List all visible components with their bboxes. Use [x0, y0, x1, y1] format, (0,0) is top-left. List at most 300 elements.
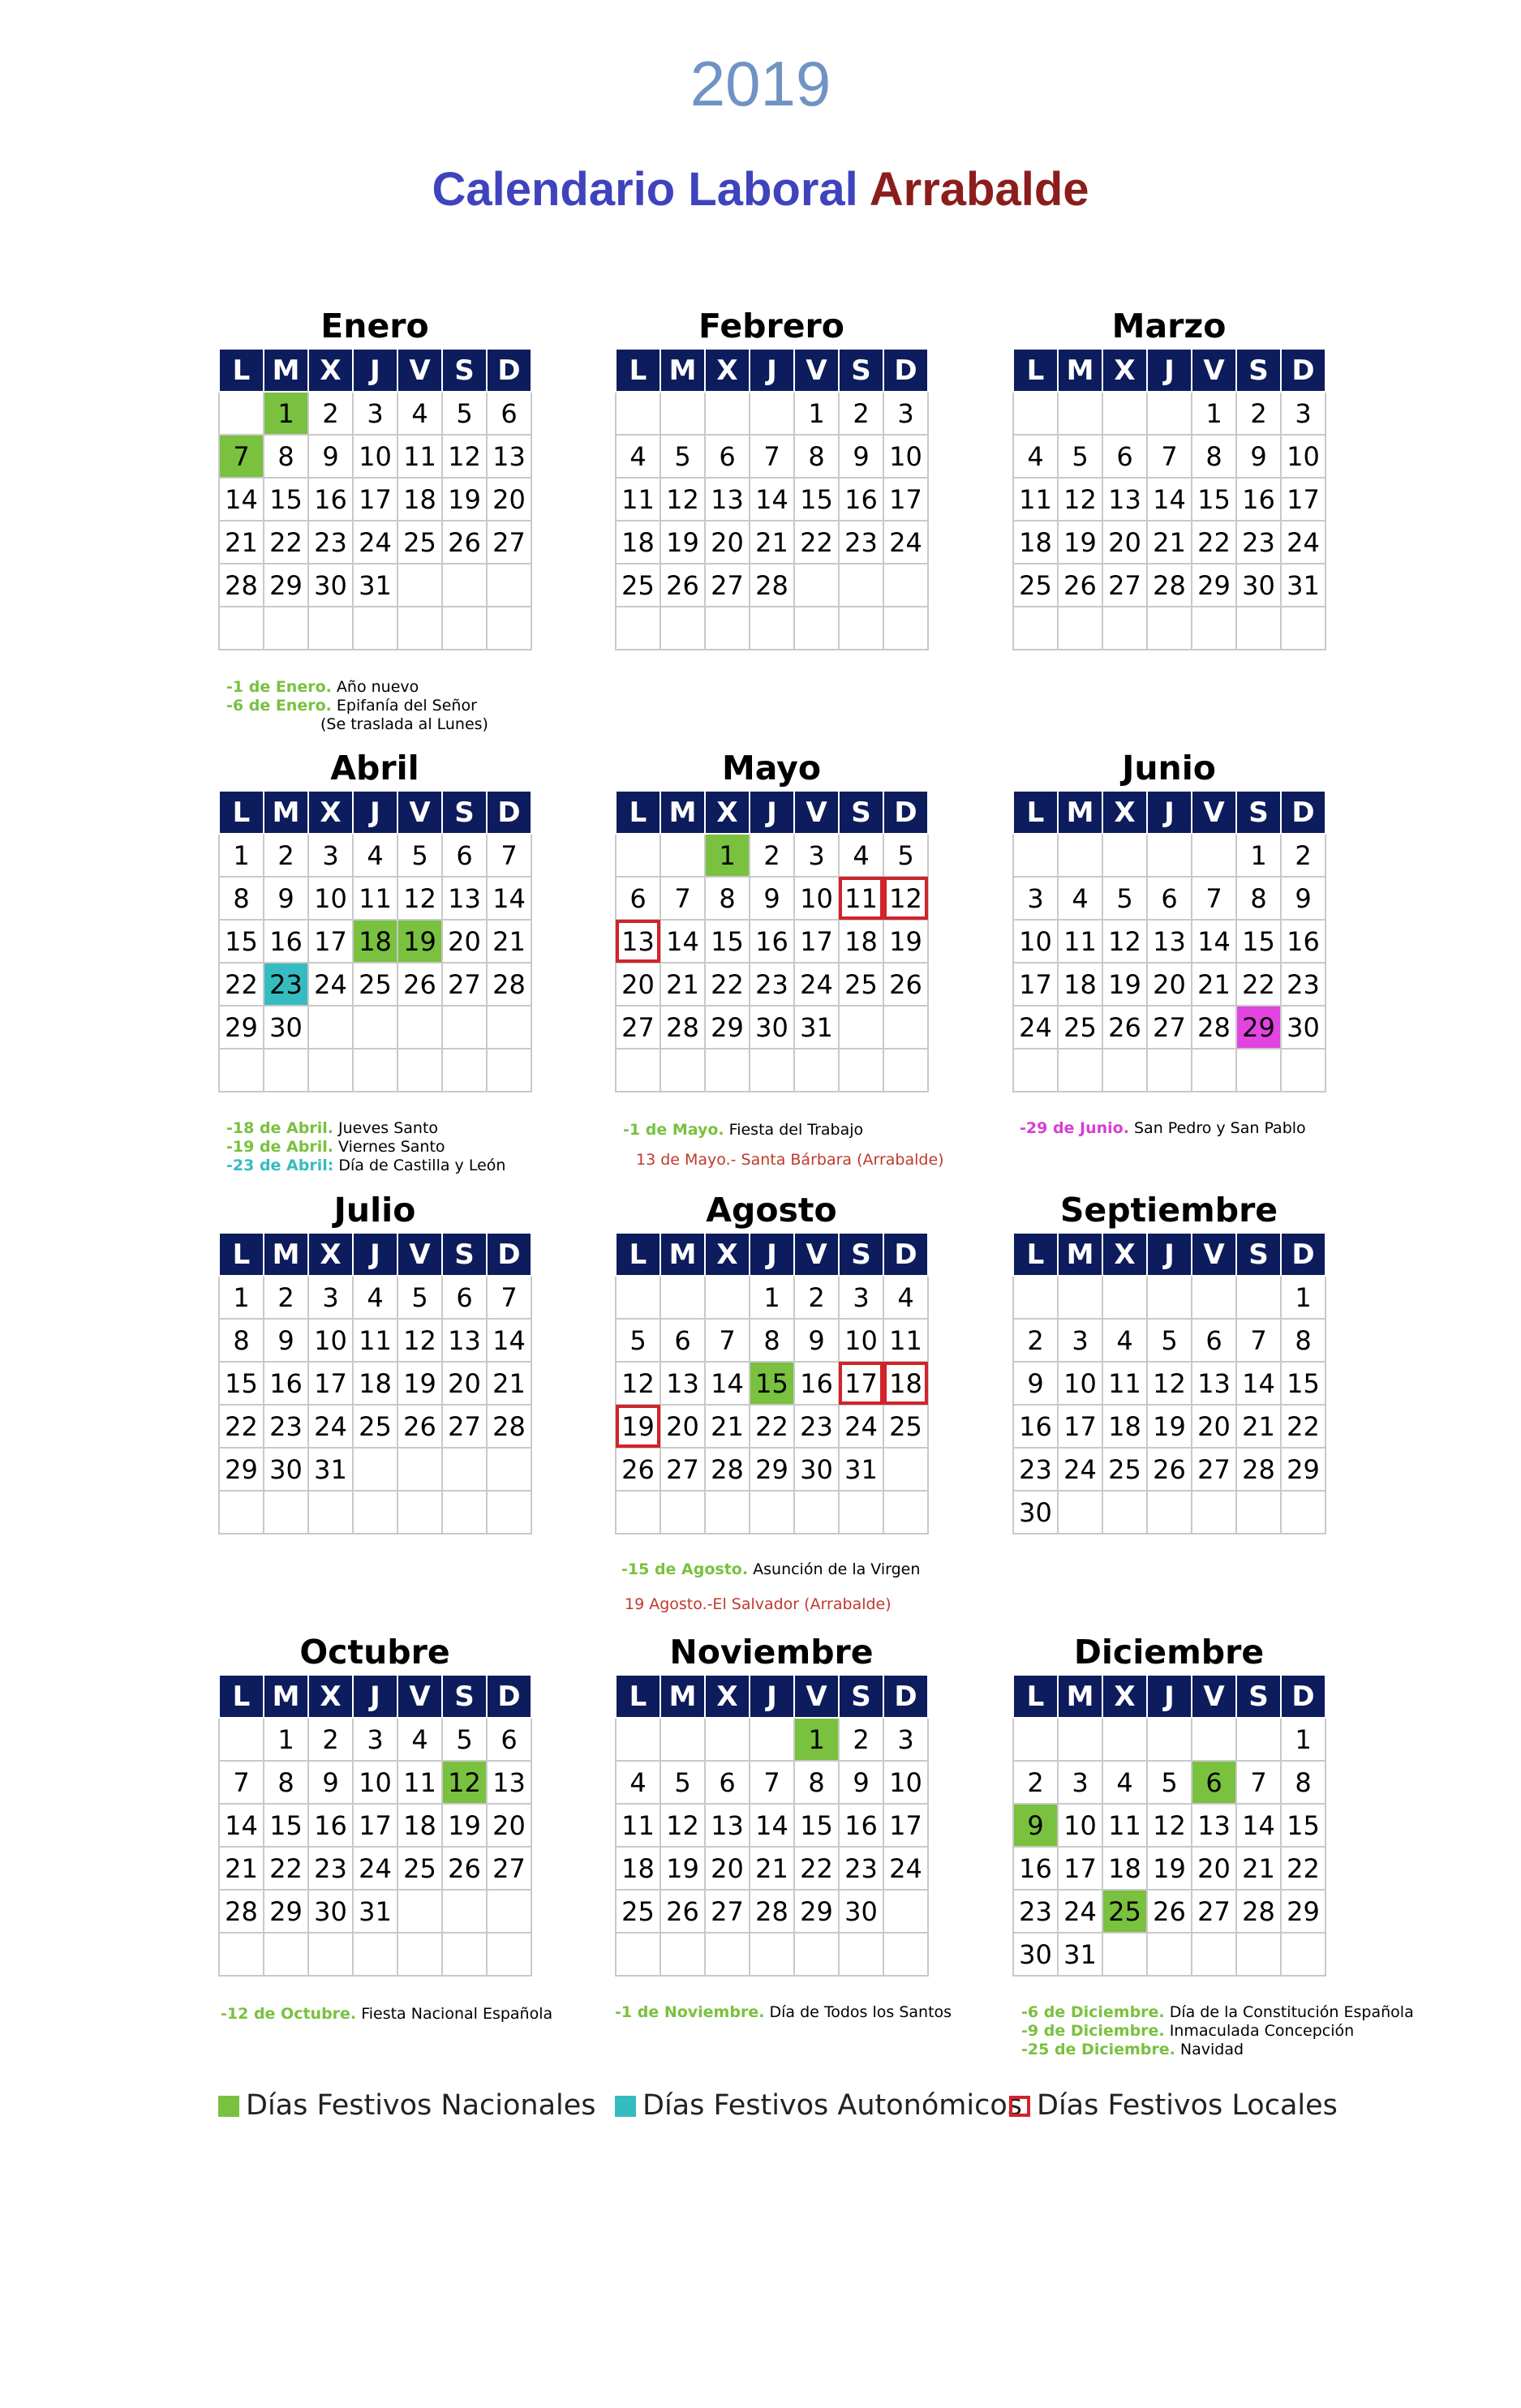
weekday-header: S: [442, 1675, 487, 1718]
weekday-header: V: [397, 1675, 442, 1718]
empty-cell: [1236, 1933, 1281, 1976]
day-cell: 29: [264, 1890, 308, 1933]
day-cell: 26: [1058, 564, 1102, 607]
month-abril: [218, 746, 531, 1092]
empty-cell: [794, 564, 839, 607]
day-cell: 7: [219, 1761, 264, 1804]
weekday-header: D: [883, 1233, 928, 1276]
day-cell: 8: [264, 1761, 308, 1804]
empty-cell: [616, 1276, 660, 1319]
day-cell: 12: [1102, 920, 1147, 963]
empty-cell: [705, 1049, 750, 1092]
day-cell: 16: [1013, 1405, 1058, 1448]
day-cell: 5: [1147, 1319, 1192, 1362]
empty-cell: [839, 1491, 883, 1534]
day-cell: 7: [705, 1319, 750, 1362]
day-cell: 23: [308, 1847, 353, 1890]
day-cell: 9: [839, 1761, 883, 1804]
day-cell: 22: [219, 963, 264, 1006]
day-cell: 19: [660, 1847, 705, 1890]
empty-cell: [1102, 1049, 1147, 1092]
day-cell: 23: [750, 963, 794, 1006]
day-cell: 16: [308, 1804, 353, 1847]
day-cell: 19: [397, 1362, 442, 1405]
day-cell: 23: [1013, 1890, 1058, 1933]
day-cell: 21: [660, 963, 705, 1006]
empty-cell: [219, 1933, 264, 1976]
day-cell: 12: [883, 877, 928, 920]
day-cell: 16: [1236, 478, 1281, 521]
empty-cell: [1236, 607, 1281, 650]
day-cell: 8: [794, 1761, 839, 1804]
note-text: Navidad: [1179, 2041, 1244, 2058]
empty-cell: [442, 1933, 487, 1976]
weekday-header: M: [264, 349, 308, 392]
note-date: -6 de Enero.: [226, 697, 332, 715]
day-cell: 14: [750, 1804, 794, 1847]
day-cell: 17: [1281, 478, 1326, 521]
day-cell: 20: [1102, 521, 1147, 564]
day-cell: 20: [705, 1847, 750, 1890]
day-cell: 7: [750, 1761, 794, 1804]
day-cell: 17: [353, 478, 397, 521]
note-date: -25 de Diciembre.: [1021, 2041, 1175, 2058]
day-cell: 1: [705, 834, 750, 877]
day-cell: 23: [1236, 521, 1281, 564]
day-cell: 4: [397, 392, 442, 435]
empty-cell: [705, 1491, 750, 1534]
day-cell: 14: [219, 1804, 264, 1847]
day-cell: 5: [883, 834, 928, 877]
day-cell: 23: [1013, 1448, 1058, 1491]
day-cell: 1: [219, 1276, 264, 1319]
day-cell: 22: [1236, 963, 1281, 1006]
empty-cell: [442, 1006, 487, 1049]
day-cell: 10: [839, 1319, 883, 1362]
day-cell: 30: [1236, 564, 1281, 607]
day-cell: 5: [1058, 435, 1102, 478]
empty-cell: [442, 1448, 487, 1491]
empty-cell: [705, 392, 750, 435]
day-cell: 10: [353, 1761, 397, 1804]
day-cell: 28: [219, 564, 264, 607]
day-cell: 28: [750, 1890, 794, 1933]
day-cell: 14: [705, 1362, 750, 1405]
day-cell: 9: [750, 877, 794, 920]
empty-cell: [487, 1933, 531, 1976]
day-cell: 18: [397, 478, 442, 521]
empty-cell: [219, 392, 264, 435]
day-cell: 3: [1281, 392, 1326, 435]
empty-cell: [750, 1491, 794, 1534]
day-cell: 19: [397, 920, 442, 963]
day-cell: 6: [1102, 435, 1147, 478]
month-name: Diciembre: [1073, 1633, 1265, 1672]
day-cell: 15: [219, 1362, 264, 1405]
day-cell: 1: [750, 1276, 794, 1319]
day-cell: 25: [353, 1405, 397, 1448]
notes-abril: [226, 1119, 505, 1175]
day-cell: 30: [308, 1890, 353, 1933]
day-cell: 9: [794, 1319, 839, 1362]
empty-cell: [794, 1933, 839, 1976]
day-cell: 21: [750, 1847, 794, 1890]
day-cell: 31: [839, 1448, 883, 1491]
notes-octubre: [221, 2005, 552, 2024]
weekday-header: V: [794, 1233, 839, 1276]
note-text: San Pedro y San Pablo: [1134, 1119, 1306, 1137]
day-cell: 29: [219, 1448, 264, 1491]
month-table: [1012, 1232, 1326, 1535]
empty-cell: [660, 607, 705, 650]
day-cell: 11: [353, 877, 397, 920]
day-cell: 12: [660, 478, 705, 521]
day-cell: 2: [1013, 1319, 1058, 1362]
day-cell: 2: [1236, 392, 1281, 435]
empty-cell: [442, 1491, 487, 1534]
day-cell: 27: [487, 1847, 531, 1890]
note-text: Jueves Santo: [338, 1119, 439, 1137]
weekday-header: L: [1013, 1233, 1058, 1276]
day-cell: 26: [883, 963, 928, 1006]
month-agosto: [615, 1188, 928, 1535]
day-cell: 24: [794, 963, 839, 1006]
month-name: Mayo: [721, 749, 822, 788]
weekday-header: J: [750, 1233, 794, 1276]
day-cell: 24: [1058, 1448, 1102, 1491]
empty-cell: [794, 1049, 839, 1092]
day-cell: 25: [616, 1890, 660, 1933]
note-date: -1 de Noviembre.: [615, 2003, 765, 2021]
day-cell: 30: [308, 564, 353, 607]
day-cell: 20: [1147, 963, 1192, 1006]
empty-cell: [397, 1049, 442, 1092]
empty-cell: [1147, 1049, 1192, 1092]
empty-cell: [397, 607, 442, 650]
day-cell: 17: [1058, 1405, 1102, 1448]
day-cell: 18: [353, 920, 397, 963]
empty-cell: [397, 1933, 442, 1976]
day-cell: 18: [353, 1362, 397, 1405]
note-date: -23 de Abril:: [226, 1157, 334, 1174]
day-cell: 28: [1236, 1890, 1281, 1933]
day-cell: 2: [308, 1718, 353, 1761]
day-cell: 21: [705, 1405, 750, 1448]
weekday-header: V: [1192, 791, 1236, 834]
day-cell: 1: [794, 392, 839, 435]
day-cell: 13: [442, 1319, 487, 1362]
day-cell: 27: [487, 521, 531, 564]
weekday-header: X: [308, 1233, 353, 1276]
empty-cell: [397, 1448, 442, 1491]
empty-cell: [1102, 1491, 1147, 1534]
day-cell: 17: [1058, 1847, 1102, 1890]
day-cell: 16: [839, 478, 883, 521]
empty-cell: [616, 1933, 660, 1976]
day-cell: 6: [487, 392, 531, 435]
day-cell: 29: [1236, 1006, 1281, 1049]
note-line: [1021, 2041, 1414, 2059]
note-line: [226, 697, 488, 715]
day-cell: 18: [839, 920, 883, 963]
day-cell: 3: [308, 1276, 353, 1319]
day-cell: 30: [794, 1448, 839, 1491]
day-cell: 21: [1236, 1405, 1281, 1448]
day-cell: 10: [883, 435, 928, 478]
day-cell: 5: [660, 435, 705, 478]
empty-cell: [660, 1491, 705, 1534]
day-cell: 25: [1058, 1006, 1102, 1049]
empty-cell: [616, 1718, 660, 1761]
legend-national: [218, 2089, 596, 2122]
empty-cell: [705, 1718, 750, 1761]
notes-enero: [226, 678, 488, 734]
day-cell: 5: [1147, 1761, 1192, 1804]
day-cell: 14: [1236, 1804, 1281, 1847]
day-cell: 6: [660, 1319, 705, 1362]
weekday-header: S: [442, 791, 487, 834]
day-cell: 4: [883, 1276, 928, 1319]
empty-cell: [660, 392, 705, 435]
empty-cell: [308, 1006, 353, 1049]
day-cell: 11: [1058, 920, 1102, 963]
day-cell: 7: [1147, 435, 1192, 478]
weekday-header: M: [660, 791, 705, 834]
day-cell: 16: [308, 478, 353, 521]
day-cell: 13: [1192, 1804, 1236, 1847]
day-cell: 11: [616, 1804, 660, 1847]
weekday-header: M: [1058, 1675, 1102, 1718]
empty-cell: [353, 607, 397, 650]
empty-cell: [750, 1933, 794, 1976]
day-cell: 7: [750, 435, 794, 478]
day-cell: 8: [1281, 1319, 1326, 1362]
day-cell: 9: [1236, 435, 1281, 478]
legend-local-label: Días Festivos Locales: [1037, 2089, 1338, 2122]
day-cell: 28: [1236, 1448, 1281, 1491]
day-cell: 8: [264, 435, 308, 478]
day-cell: 3: [1058, 1761, 1102, 1804]
day-cell: 15: [264, 1804, 308, 1847]
empty-cell: [883, 1890, 928, 1933]
month-marzo: [1012, 304, 1326, 650]
day-cell: 31: [308, 1448, 353, 1491]
day-cell: 14: [487, 1319, 531, 1362]
day-cell: 28: [219, 1890, 264, 1933]
day-cell: 26: [442, 1847, 487, 1890]
month-mayo: [615, 746, 928, 1092]
day-cell: 29: [750, 1448, 794, 1491]
day-cell: 1: [264, 1718, 308, 1761]
day-cell: 14: [660, 920, 705, 963]
day-cell: 25: [1102, 1448, 1147, 1491]
day-cell: 10: [1058, 1804, 1102, 1847]
day-cell: 24: [308, 1405, 353, 1448]
weekday-header: V: [1192, 349, 1236, 392]
empty-cell: [264, 1491, 308, 1534]
day-cell: 2: [750, 834, 794, 877]
day-cell: 17: [308, 1362, 353, 1405]
weekday-header: L: [1013, 791, 1058, 834]
day-cell: 9: [1013, 1804, 1058, 1847]
empty-cell: [308, 1049, 353, 1092]
empty-cell: [442, 607, 487, 650]
weekday-header: X: [705, 1675, 750, 1718]
month-name: Junio: [1122, 749, 1216, 788]
day-cell: 19: [883, 920, 928, 963]
empty-cell: [487, 1491, 531, 1534]
day-cell: 9: [308, 1761, 353, 1804]
empty-cell: [1013, 1276, 1058, 1319]
weekday-header: D: [487, 349, 531, 392]
day-cell: 20: [660, 1405, 705, 1448]
month-table: [615, 1232, 929, 1535]
teal-swatch-icon: [615, 2096, 636, 2117]
weekday-header: J: [353, 1675, 397, 1718]
day-cell: 27: [442, 963, 487, 1006]
day-cell: 3: [883, 1718, 928, 1761]
day-cell: 19: [1147, 1847, 1192, 1890]
empty-cell: [397, 1006, 442, 1049]
day-cell: 1: [1236, 834, 1281, 877]
weekday-header: D: [883, 1675, 928, 1718]
weekday-header: S: [1236, 1675, 1281, 1718]
day-cell: 27: [705, 564, 750, 607]
day-cell: 15: [794, 1804, 839, 1847]
day-cell: 19: [660, 521, 705, 564]
day-cell: 2: [264, 834, 308, 877]
notes-mayo: [623, 1121, 944, 1170]
empty-cell: [1147, 834, 1192, 877]
day-cell: 23: [794, 1405, 839, 1448]
weekday-header: L: [616, 791, 660, 834]
day-cell: 17: [839, 1362, 883, 1405]
legend-local: [1009, 2089, 1338, 2122]
day-cell: 20: [487, 478, 531, 521]
empty-cell: [883, 564, 928, 607]
day-cell: 22: [1281, 1847, 1326, 1890]
day-cell: 8: [219, 877, 264, 920]
month-junio: [1012, 746, 1326, 1092]
day-cell: 3: [794, 834, 839, 877]
empty-cell: [397, 1491, 442, 1534]
day-cell: 30: [264, 1448, 308, 1491]
day-cell: 21: [219, 1847, 264, 1890]
day-cell: 4: [353, 1276, 397, 1319]
day-cell: 7: [1236, 1761, 1281, 1804]
month-octubre: [218, 1630, 531, 1977]
empty-cell: [1147, 1718, 1192, 1761]
weekday-header: M: [264, 1675, 308, 1718]
day-cell: 9: [264, 1319, 308, 1362]
day-cell: 27: [1192, 1448, 1236, 1491]
month-table: [1012, 348, 1326, 650]
day-cell: 14: [487, 877, 531, 920]
day-cell: 25: [1102, 1890, 1147, 1933]
month-diciembre: [1012, 1630, 1326, 1977]
note-date: -9 de Diciembre.: [1021, 2022, 1165, 2040]
day-cell: 12: [1147, 1362, 1192, 1405]
empty-cell: [883, 1006, 928, 1049]
weekday-header: V: [397, 349, 442, 392]
month-name: Agosto: [706, 1191, 837, 1230]
day-cell: 22: [794, 521, 839, 564]
notes-noviembre: [615, 2003, 952, 2022]
day-cell: 5: [442, 392, 487, 435]
day-cell: 26: [397, 963, 442, 1006]
empty-cell: [353, 1933, 397, 1976]
empty-cell: [1281, 1491, 1326, 1534]
day-cell: 24: [1058, 1890, 1102, 1933]
day-cell: 13: [487, 1761, 531, 1804]
day-cell: 14: [1147, 478, 1192, 521]
empty-cell: [616, 1049, 660, 1092]
day-cell: 13: [1192, 1362, 1236, 1405]
weekday-header: J: [353, 791, 397, 834]
note-local: 13 de Mayo.- Santa Bárbara (Arrabalde): [636, 1151, 944, 1169]
empty-cell: [442, 564, 487, 607]
weekday-header: V: [1192, 1233, 1236, 1276]
day-cell: 5: [1102, 877, 1147, 920]
day-cell: 7: [1192, 877, 1236, 920]
note-line: [615, 2003, 952, 2022]
weekday-header: D: [1281, 1233, 1326, 1276]
day-cell: 27: [705, 1890, 750, 1933]
day-cell: 10: [883, 1761, 928, 1804]
note-text: Fiesta Nacional Española: [361, 2005, 553, 2023]
day-cell: 31: [1058, 1933, 1102, 1976]
empty-cell: [1013, 1718, 1058, 1761]
empty-cell: [442, 1049, 487, 1092]
weekday-header: L: [219, 1233, 264, 1276]
day-cell: 12: [660, 1804, 705, 1847]
day-cell: 5: [442, 1718, 487, 1761]
empty-cell: [1102, 392, 1147, 435]
day-cell: 10: [1013, 920, 1058, 963]
empty-cell: [1102, 1718, 1147, 1761]
notes-junio: [1020, 1119, 1306, 1138]
day-cell: 22: [750, 1405, 794, 1448]
day-cell: 24: [839, 1405, 883, 1448]
day-cell: 7: [487, 1276, 531, 1319]
weekday-header: S: [1236, 349, 1281, 392]
day-cell: 13: [660, 1362, 705, 1405]
day-cell: 8: [1236, 877, 1281, 920]
empty-cell: [353, 1006, 397, 1049]
note-line: [221, 2005, 552, 2024]
day-cell: 13: [705, 478, 750, 521]
day-cell: 10: [308, 877, 353, 920]
weekday-header: X: [1102, 349, 1147, 392]
day-cell: 24: [883, 521, 928, 564]
day-cell: 11: [1102, 1362, 1147, 1405]
day-cell: 10: [353, 435, 397, 478]
month-table: [615, 1674, 929, 1977]
day-cell: 19: [442, 478, 487, 521]
day-cell: 27: [1192, 1890, 1236, 1933]
empty-cell: [1102, 607, 1147, 650]
empty-cell: [353, 1491, 397, 1534]
day-cell: 20: [705, 521, 750, 564]
page-title: [0, 162, 1521, 217]
day-cell: 16: [264, 920, 308, 963]
day-cell: 15: [264, 478, 308, 521]
day-cell: 20: [487, 1804, 531, 1847]
day-cell: 21: [487, 1362, 531, 1405]
day-cell: 13: [705, 1804, 750, 1847]
day-cell: 15: [1192, 478, 1236, 521]
empty-cell: [1147, 392, 1192, 435]
